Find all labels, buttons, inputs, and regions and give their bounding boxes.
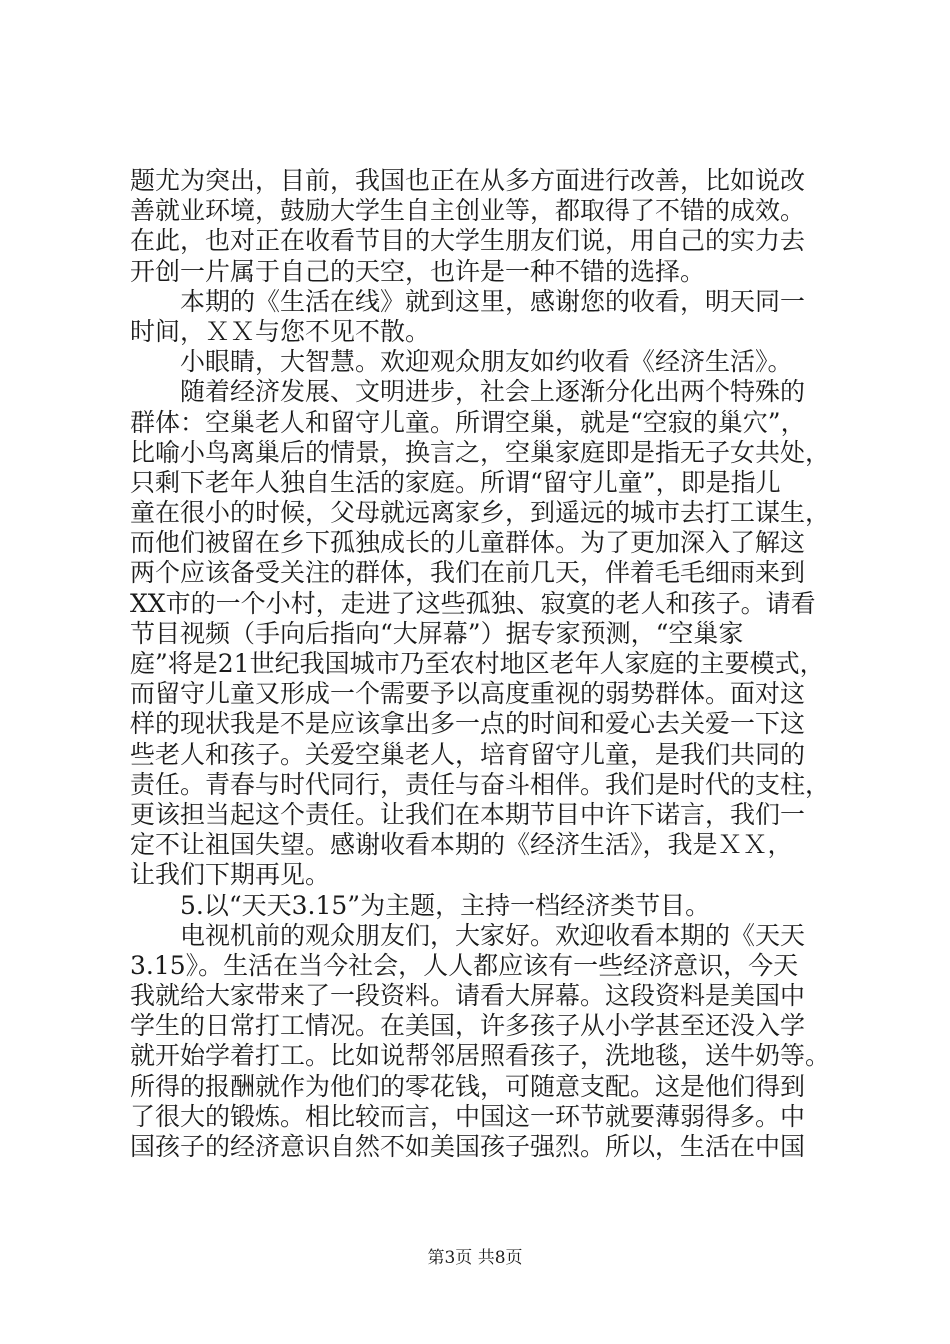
text-line: 小眼睛，大智慧。欢迎观众朋友如约收看《经济生活》。 xyxy=(130,347,793,377)
text-line: 所得的报酬就作为他们的零花钱，可随意支配。这是他们得到 xyxy=(130,1071,806,1101)
text-line: 定不让祖国失望。感谢收看本期的《经济生活》，我是ＸＸ， xyxy=(130,830,793,860)
text-line: 时间，ＸＸ与您不见不散。 xyxy=(130,316,431,346)
text-line: 开创一片属于自己的天空，也许是一种不错的选择。 xyxy=(130,256,706,286)
text-line: 些老人和孩子。关爱空巢老人，培育留守儿童，是我们共同的 xyxy=(130,739,806,769)
text-line: 题尤为突出，目前，我国也正在从多方面进行改善，比如说改 xyxy=(130,166,806,195)
text-line: 就开始学着打工。比如说帮邻居照看孩子，洗地毯，送牛奶等。 xyxy=(130,1041,831,1071)
text-line: 比喻小鸟离巢后的情景，换言之，空巢家庭即是指无子女共处， xyxy=(130,437,831,467)
text-line: 电视机前的观众朋友们，大家好。欢迎收看本期的《天天 xyxy=(130,920,806,950)
text-line: 让我们下期再见。 xyxy=(130,860,331,890)
text-line: 样的现状我是不是应该拿出多一点的时间和爱心去关爱一下这 xyxy=(130,709,806,739)
text-line: 两个应该备受关注的群体，我们在前几天，伴着毛毛细雨来到 xyxy=(130,558,806,588)
text-line: 在此，也对正在收看节目的大学生朋友们说，用自己的实力去 xyxy=(130,226,806,256)
text-line: 国孩子的经济意识自然不如美国孩子强烈。所以，生活在中国 xyxy=(130,1132,806,1161)
body-text xyxy=(130,166,836,1162)
text-line: 庭”将是21世纪我国城市乃至农村地区老年人家庭的主要模式， xyxy=(130,649,825,678)
text-line: XX市的一个小村，走进了这些孤独、寂寞的老人和孩子。请看 xyxy=(130,588,816,618)
text-line: 更该担当起这个责任。让我们在本期节目中许下诺言，我们一 xyxy=(130,799,806,829)
text-line: 随着经济发展、文明进步，社会上逐渐分化出两个特殊的 xyxy=(130,377,806,407)
text-line: 群体：空巢老人和留守儿童。所谓空巢，就是“空寂的巢穴”， xyxy=(130,407,806,437)
text-line: 节目视频（手向后指向“大屏幕”）据专家预测，“空巢家 xyxy=(130,618,744,648)
text-line: 童在很小的时候，父母就远离家乡，到遥远的城市去打工谋生， xyxy=(130,498,831,528)
text-line: 3.15》。生活在当今社会，人人都应该有一些经济意识，今天 xyxy=(130,950,799,980)
text-line: 而他们被留在乡下孤独成长的儿童群体。为了更加深入了解这 xyxy=(130,528,806,558)
text-line: 学生的日常打工情况。在美国，许多孩子从小学甚至还没入学 xyxy=(130,1011,806,1041)
text-line: 责任。青春与时代同行，责任与奋斗相伴。我们是时代的支柱， xyxy=(130,769,831,799)
page-footer: 第3页 共8页 xyxy=(427,1248,523,1268)
text-line: 了很大的锻炼。相比较而言，中国这一环节就要薄弱得多。中 xyxy=(130,1101,806,1131)
text-line: 善就业环境，鼓励大学生自主创业等，都取得了不错的成效。 xyxy=(130,196,806,226)
text-line: 本期的《生活在线》就到这里，感谢您的收看，明天同一 xyxy=(130,286,806,316)
text-line: 5.以“天天3.15”为主题，主持一档经济类节目。 xyxy=(130,890,711,920)
text-line: 我就给大家带来了一段资料。请看大屏幕。这段资料是美国中 xyxy=(130,981,806,1011)
text-line: 只剩下老年人独自生活的家庭。所谓“留守儿童”，即是指儿 xyxy=(130,467,781,497)
text-line: 而留守儿童又形成一个需要予以高度重视的弱势群体。面对这 xyxy=(130,679,806,709)
